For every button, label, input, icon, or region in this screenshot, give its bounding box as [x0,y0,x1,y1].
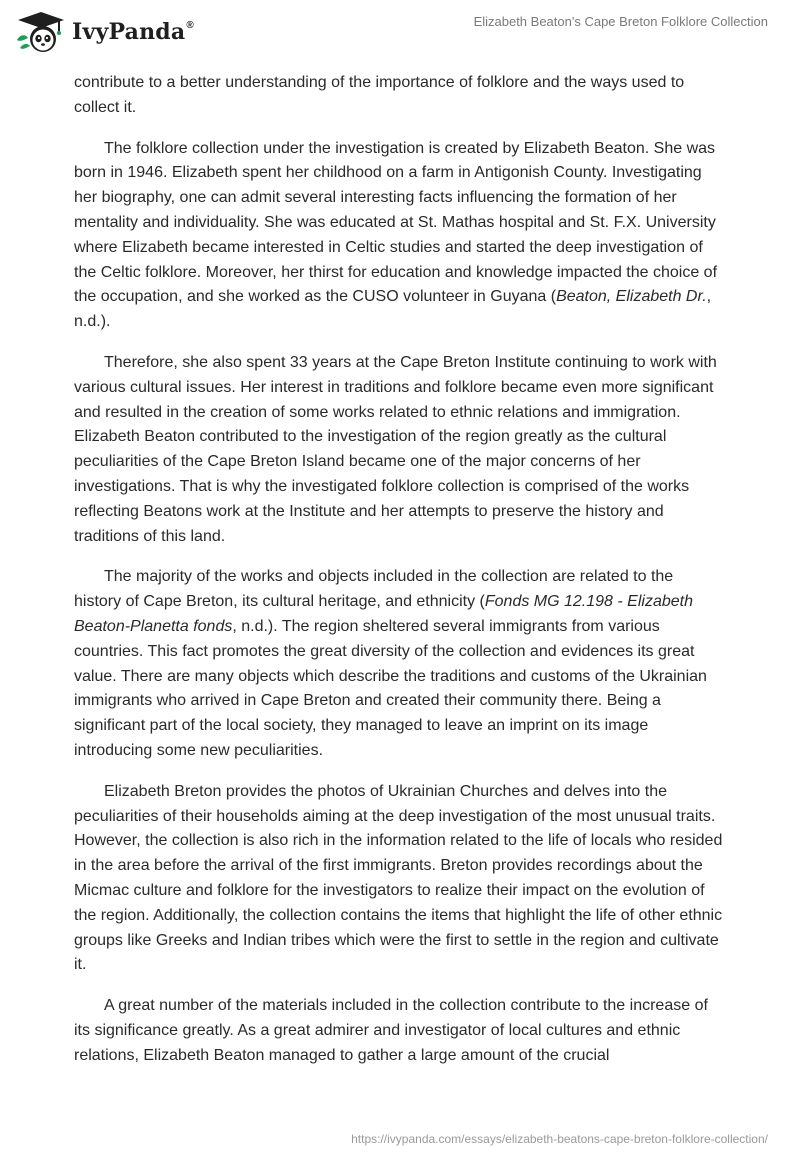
paragraph-ukrainian-churches: Elizabeth Breton provides the photos of Ukrainian Churches and delves into the peculiarities of their households aiming at the deep investigation of the most unusual traits. However, the collection is also rich in the information related to the life of locals who resided in the area before the arrival of the first immigrants. Breton provides recordings about the Micmac culture and folklore for the investigators to realize their impact on the evolution of the region. Additionally, the collection contains the items that highlight the life of other ethnic groups like Greeks and Indian tribes which were the first to settle in the region and cultivate it. [74,782,723,974]
paragraph-collection: The majority of the works and objects included in the collection are related to the history of Cape Breton, its cultural heritage, and ethnicity (Fonds MG 12.198 - Elizabeth Beaton-Planetta fonds, n.d.). The region sheltered several immigrants from various countries. This fact promotes the great diversity of the collection and evidences its great value. There are many objects which describe the traditions and customs of the Ukrainian immigrants who arrived in Cape Breton and created their community there. Being a significant part of the local society, they managed to leave an imprint on its image introducing some new peculiarities. [74,568,707,759]
paragraph-institute: Therefore, she also spent 33 years at the Cape Breton Institute continuing to work with various cultural issues. Her interest in traditions and folklore became even more significant and resulted in the creation of some works related to ethnic relations and immigration. Elizabeth Beaton contributed to the investigation of the region greatly as the cultural peculiarities of the Cape Breton Island became one of the major concerns of her investigations. That is why the investigated folklore collection is comprised of the works reflecting Beatons work at the Institute and her attempts to preserve the history and traditions of this land. [74,353,717,545]
essay-body [74,71,724,1084]
panda-graduation-cap-icon [14,10,68,54]
ivypanda-logo[interactable] [14,10,194,54]
document-title: Elizabeth Beaton's Cape Breton Folklore Collection [473,14,768,29]
citation: Beaton, Elizabeth Dr. [556,288,707,306]
citation: Fonds MG 12.198 - Elizabeth Beaton-Planetta fonds [74,593,693,635]
paragraph-biography: The folklore collection under the investigation is created by Elizabeth Beaton. She was born in 1946. Elizabeth spent her childhood on a farm in Antigonish County. Investigating her biography, one can admit several interesting facts influencing the formation of her mentality and individuality. She was educated at St. Mathas hospital and St. F.X. University where Elizabeth became interested in Celtic studies and started the deep investigation of the Celtic folklore. Moreover, her thirst for education and knowledge impacted the choice of the occupation, and she worked as the CUSO volunteer in Guyana (Beaton, Elizabeth Dr., n.d.). [74,139,718,331]
page-url[interactable]: https://ivypanda.com/essays/elizabeth-beatons-cape-breton-folklore-collection/ [351,1132,768,1146]
paragraph-continued: contribute to a better understanding of the importance of folklore and the ways used to collect it. [74,74,685,116]
registered-mark: ® [186,20,194,31]
page-header [0,0,800,64]
brand-name: IvyPanda® [72,19,194,45]
paragraph-materials: A great number of the materials included in the collection contribute to the increase of its significance greatly. As a great admirer and investigator of local cultures and ethnic relations, Elizabeth Beaton managed to gather a large amount of the crucial [74,997,708,1064]
